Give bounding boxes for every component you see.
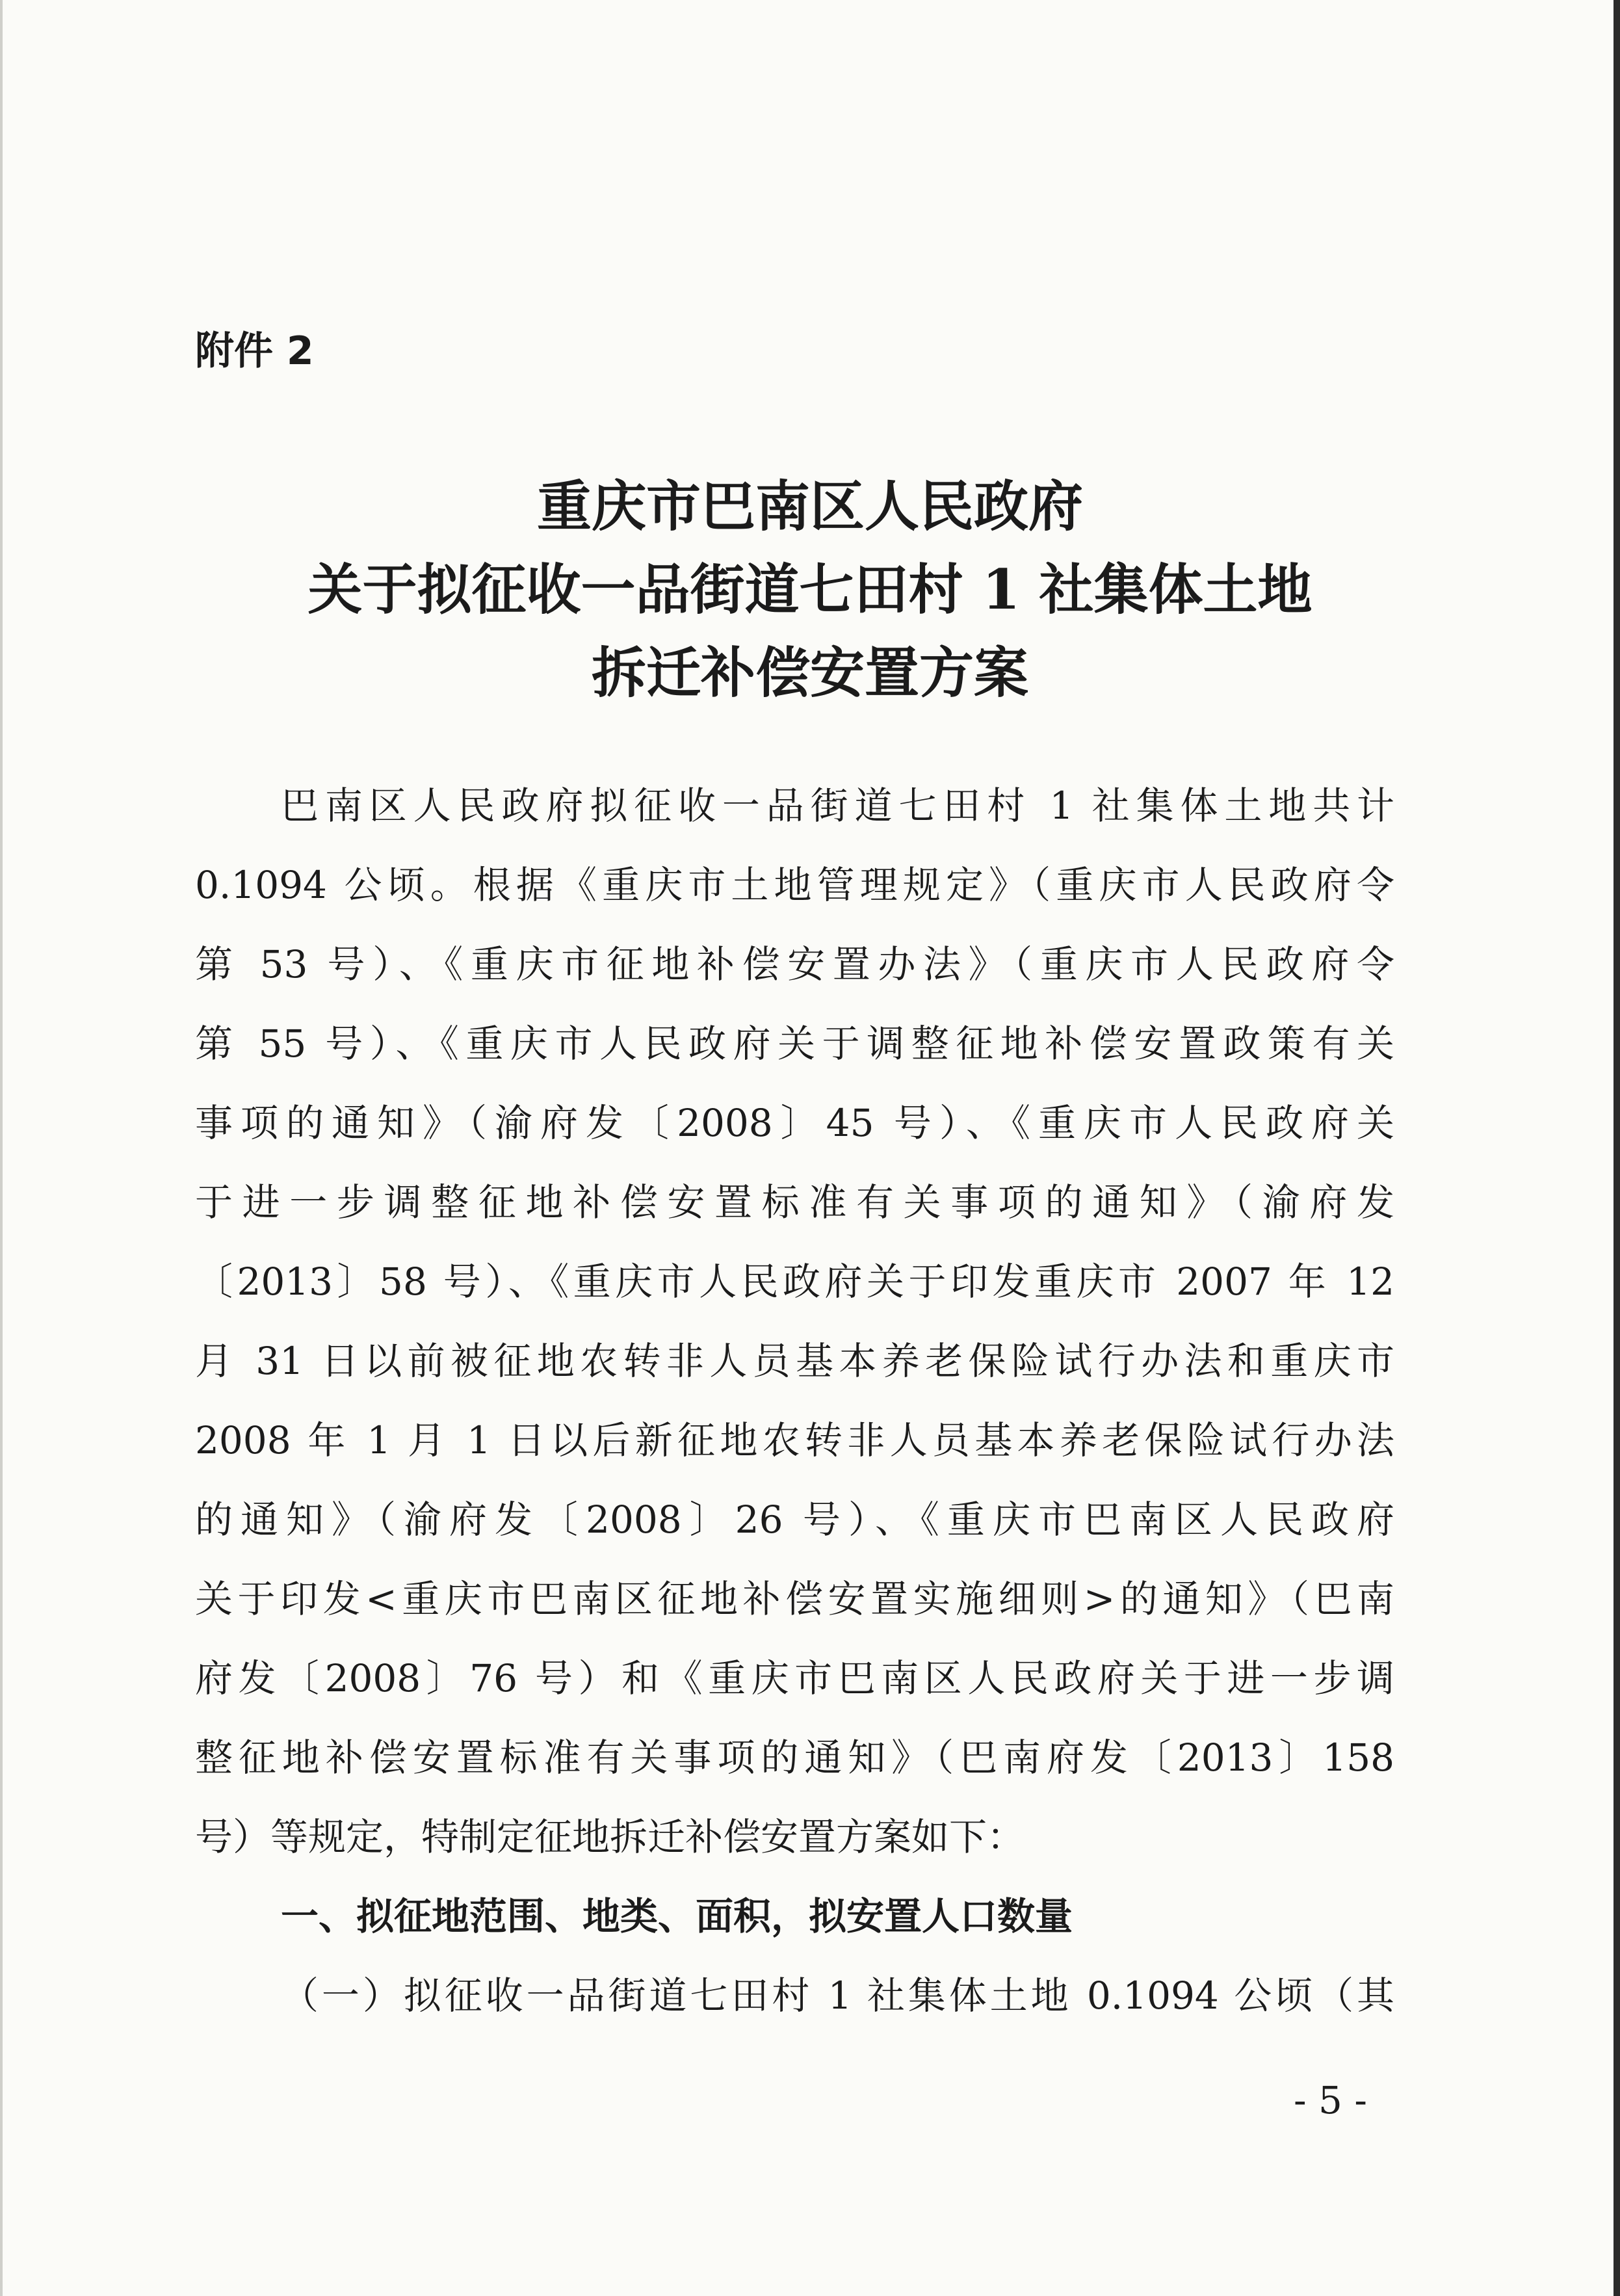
- body-line: 第 53 号）、《重庆市征地补偿安置办法》（重庆市人民政府令: [195, 942, 1394, 986]
- body-line: 号）等规定，特制定征地拆迁补偿安置方案如下：: [195, 1815, 1025, 1859]
- document-body: [195, 766, 1394, 2035]
- body-line: 0.1094 公顷。根据《重庆市土地管理规定》（重庆市人民政府令: [195, 863, 1394, 907]
- title-line-2: 关于拟征收一品街道七田村 1 社集体土地: [307, 557, 1313, 622]
- body-line: 关于印发<重庆市巴南区征地补偿安置实施细则>的通知》（巴南: [195, 1577, 1394, 1621]
- body-line: 于进一步调整征地补偿安置标准有关事项的通知》（渝府发: [195, 1180, 1394, 1224]
- scan-left-edge: [0, 0, 3, 2296]
- body-line: 月 31 日以前被征地农转非人员基本养老保险试行办法和重庆市: [195, 1339, 1394, 1383]
- body-line: 事项的通知》（渝府发〔2008〕45 号）、《重庆市人民政府关: [195, 1101, 1394, 1145]
- subsection-line: （一）拟征收一品街道七田村 1 社集体土地 0.1094 公顷（其: [281, 1973, 1394, 2018]
- body-line: 府发〔2008〕76 号）和《重庆市巴南区人民政府关于进一步调: [195, 1656, 1394, 1700]
- body-line: 巴南区人民政府拟征收一品街道七田村 1 社集体土地共计: [281, 784, 1394, 828]
- title-line-3: 拆迁补偿安置方案: [591, 640, 1028, 705]
- body-line: 〔2013〕58 号）、《重庆市人民政府关于印发重庆市 2007 年 12: [195, 1260, 1394, 1304]
- body-line: 的通知》（渝府发〔2008〕26 号）、《重庆市巴南区人民政府: [195, 1498, 1394, 1542]
- attachment-label: 附件 2: [195, 328, 314, 374]
- scan-right-edge: [1613, 0, 1620, 2296]
- title-line-1: 重庆市巴南区人民政府: [536, 474, 1083, 538]
- body-line: 2008 年 1 月 1 日以后新征地农转非人员基本养老保险试行办法: [195, 1418, 1394, 1462]
- section-heading: 一、拟征地范围、地类、面积，拟安置人口数量: [281, 1894, 1073, 1938]
- body-line: 第 55 号）、《重庆市人民政府关于调整征地补偿安置政策有关: [195, 1022, 1394, 1066]
- page-number: - 5 -: [1294, 2078, 1367, 2122]
- document-title: [0, 465, 1620, 715]
- body-line: 整征地补偿安置标准有关事项的通知》（巴南府发〔2013〕158: [195, 1735, 1394, 1780]
